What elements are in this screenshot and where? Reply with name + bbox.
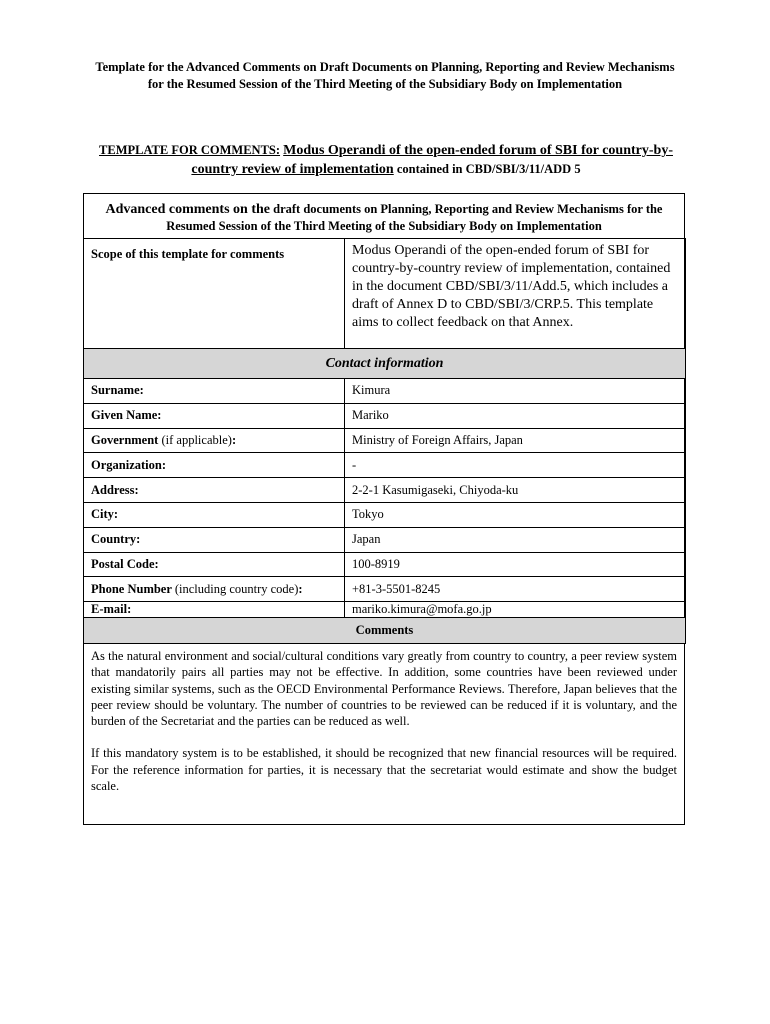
country-value[interactable]: Japan (345, 527, 686, 552)
phone-note: (including country code) (174, 581, 299, 596)
address-label: Address: (84, 478, 345, 503)
given-name-row (84, 403, 686, 428)
government-label: Government (91, 432, 159, 447)
email-label: E-mail: (84, 602, 345, 618)
city-value[interactable]: Tokyo (345, 502, 686, 527)
surname-row (84, 379, 686, 404)
form-header-lead: Advanced comments on the (105, 202, 270, 217)
address-row (84, 478, 686, 503)
scope-row (84, 239, 686, 349)
form-header (84, 201, 684, 235)
page-title: Template for the Advanced Comments on Draft Documents on Planning, Reporting and Review Mechanisms for the Resumed Session of the Third Meeting of the Subsidiary Body on Implementation (95, 60, 675, 91)
scope-value: Modus Operandi of the open-ended forum of SBI for country-by-country review of implementation, contained in the document CBD/SBI/3/11/Add.5, which includes a draft of Annex D to CBD/SBI/3/CRP.5. This template aims to collect feedback on that Annex. (345, 239, 686, 349)
government-label-cell (84, 428, 345, 453)
phone-label-cell (84, 577, 345, 602)
phone-label: Phone Number (91, 581, 172, 596)
contact-form-table (83, 238, 686, 644)
surname-label: Surname: (84, 379, 345, 404)
government-row (84, 428, 686, 453)
comments-body[interactable] (91, 648, 677, 810)
contact-section-title: Contact information (84, 349, 686, 379)
government-colon: : (231, 432, 237, 447)
government-note: (if applicable) (161, 432, 232, 447)
postal-code-value[interactable]: 100-8919 (345, 552, 686, 577)
phone-value[interactable]: +81-3-5501-8245 (345, 577, 686, 602)
scope-label: Scope of this template for comments (84, 239, 345, 349)
given-name-value[interactable]: Mariko (345, 403, 686, 428)
template-for-comments-heading (80, 141, 692, 179)
phone-colon: : (298, 581, 303, 596)
template-title: Modus Operandi of the open-ended forum of SBI for country-by-country review of implementation (191, 143, 673, 177)
country-row (84, 527, 686, 552)
organization-value[interactable]: - (345, 453, 686, 478)
email-value[interactable]: mariko.kimura@mofa.go.jp (345, 602, 686, 618)
comments-section-title: Comments (84, 618, 686, 644)
postal-code-label: Postal Code: (84, 552, 345, 577)
comments-section-row (84, 618, 686, 644)
comment-paragraph: If this mandatory system is to be established, it should be recognized that new financial resources will be required. For the reference information for parties, it is necessary that the secretariat would estimate and show the budget scale. (91, 746, 677, 794)
phone-row (84, 577, 686, 602)
surname-value[interactable]: Kimura (345, 379, 686, 404)
organization-row (84, 453, 686, 478)
contact-section-row (84, 349, 686, 379)
city-row (84, 502, 686, 527)
address-value[interactable]: 2-2-1 Kasumigaseki, Chiyoda-ku (345, 478, 686, 503)
template-reference: contained in CBD/SBI/3/11/ADD 5 (396, 162, 581, 176)
country-label: Country: (84, 527, 345, 552)
email-row (84, 602, 686, 618)
template-for-comments-label: TEMPLATE FOR COMMENTS: (99, 143, 281, 157)
comment-paragraph: As the natural environment and social/cultural conditions vary greatly from country to country, a peer review system that mandatorily pairs all parties may not be effective. In addition, some countries have been reviewed under existing similar systems, such as the OECD Environmental Performance Reviews. Therefore, Japan believes that the peer review should be voluntary. The number of countries to be reviewed can be reduced if it is voluntary, and the burden of the Secretariat and the parties can be reduced as well. (91, 649, 677, 729)
city-label: City: (84, 502, 345, 527)
organization-label: Organization: (84, 453, 345, 478)
postal-code-row (84, 552, 686, 577)
government-value[interactable]: Ministry of Foreign Affairs, Japan (345, 428, 686, 453)
form-header-rest: draft documents on Planning, Reporting and Review Mechanisms for the Resumed Session of the Third Meeting of the Subsidiary Body on Implementation (166, 202, 663, 233)
given-name-label: Given Name: (84, 403, 345, 428)
